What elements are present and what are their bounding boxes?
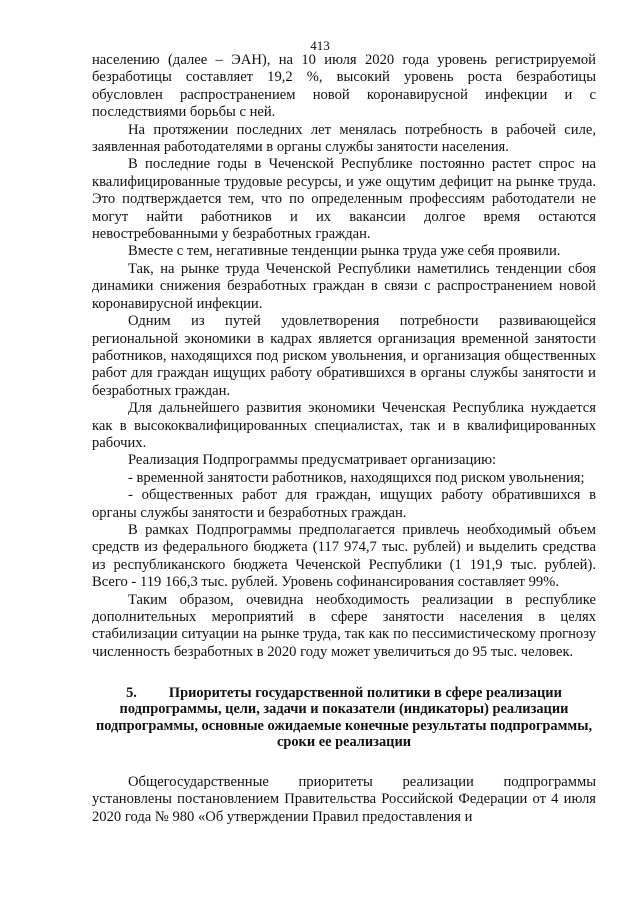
document-body	[92, 52, 596, 826]
paragraph: В рамках Подпрограммы предполагается привлечь необходимый объем средств из федерального бюджета (117 974,7 тыс. рублей) и выделить средства из республиканского бюджета Чеченской Республики (1 191,9 тыс. рублей). Всего - 119 166,3 тыс. рублей. Уровень софинансирования составляет 99%.	[92, 521, 596, 591]
list-item: - временной занятости работников, находящихся под риском увольнения;	[128, 469, 585, 486]
paragraph: Так, на рынке труда Чеченской Республики наметились тенденции сбоя динамики снижения безработных граждан в связи с распространением новой коронавирусной инфекции.	[92, 260, 596, 312]
paragraph: В последние годы в Чеченской Республике постоянно растет спрос на квалифицированные трудовые ресурсы, и уже ощутим дефицит на рынке труда. Это подтверждается тем, что по определенным профессиям работодатели не могут найти работников и их вакансии долгое время остаются невостребованными у безработных граждан.	[92, 156, 596, 243]
paragraph: Общегосударственные приоритеты реализации подпрограммы установлены постановлением Правительства Российской Федерации от 4 июля 2020 года № 980 «Об утверждении Правил предоставления и	[92, 774, 596, 825]
list-item: - общественных работ для граждан, ищущих работу обратившихся в органы службы занятости и безработных граждан.	[92, 487, 596, 521]
paragraph: Реализация Подпрограммы предусматривает организацию:	[128, 452, 497, 469]
section-number: 5.	[126, 685, 137, 702]
paragraph: Вместе с тем, негативные тенденции рынка труда уже себя проявили.	[128, 243, 561, 260]
paragraph: Таким образом, очевидна необходимость реализации в республике дополнительных мероприятий в сфере занятости населения в целях стабилизации ситуации на рынке труда, так как по пессимистическому прогнозу численность безработных в 2020 году может увеличиться до 95 тыс. человек.	[92, 591, 596, 660]
paragraph: На протяжении последних лет менялась потребность в рабочей силе, заявленная работодателями в органы службы занятости населения.	[92, 121, 596, 156]
page-number: 413	[310, 38, 330, 53]
section-heading	[92, 685, 596, 750]
paragraph: населению (далее – ЭАН), на 10 июля 2020 года уровень регистрируемой безработицы составляет 19,2 %, высокий уровень роста безработицы обусловлен распространением новой коронавирусной инфекции и с последствиями борьбы с ней.	[92, 52, 596, 121]
paragraph: Для дальнейшего развития экономики Чеченская Республика нуждается как в высококвалифицированных специалистах, так и в квалифицированных рабочих.	[92, 400, 596, 451]
paragraph: Одним из путей удовлетворения потребности развивающейся региональной экономики в кадрах является организация временной занятости работников, находящихся под риском увольнения, и организация общественных работ для граждан ищущих работу обратившихся в органы службы занятости и безработных граждан.	[92, 313, 596, 399]
section-title: Приоритеты государственной политики в сфере реализации подпрограммы, цели, задачи и показатели (индикаторы) реализации подпрограммы, основные ожидаемые конечные результаты подпрограммы, сроки ее реализации	[95, 685, 593, 750]
